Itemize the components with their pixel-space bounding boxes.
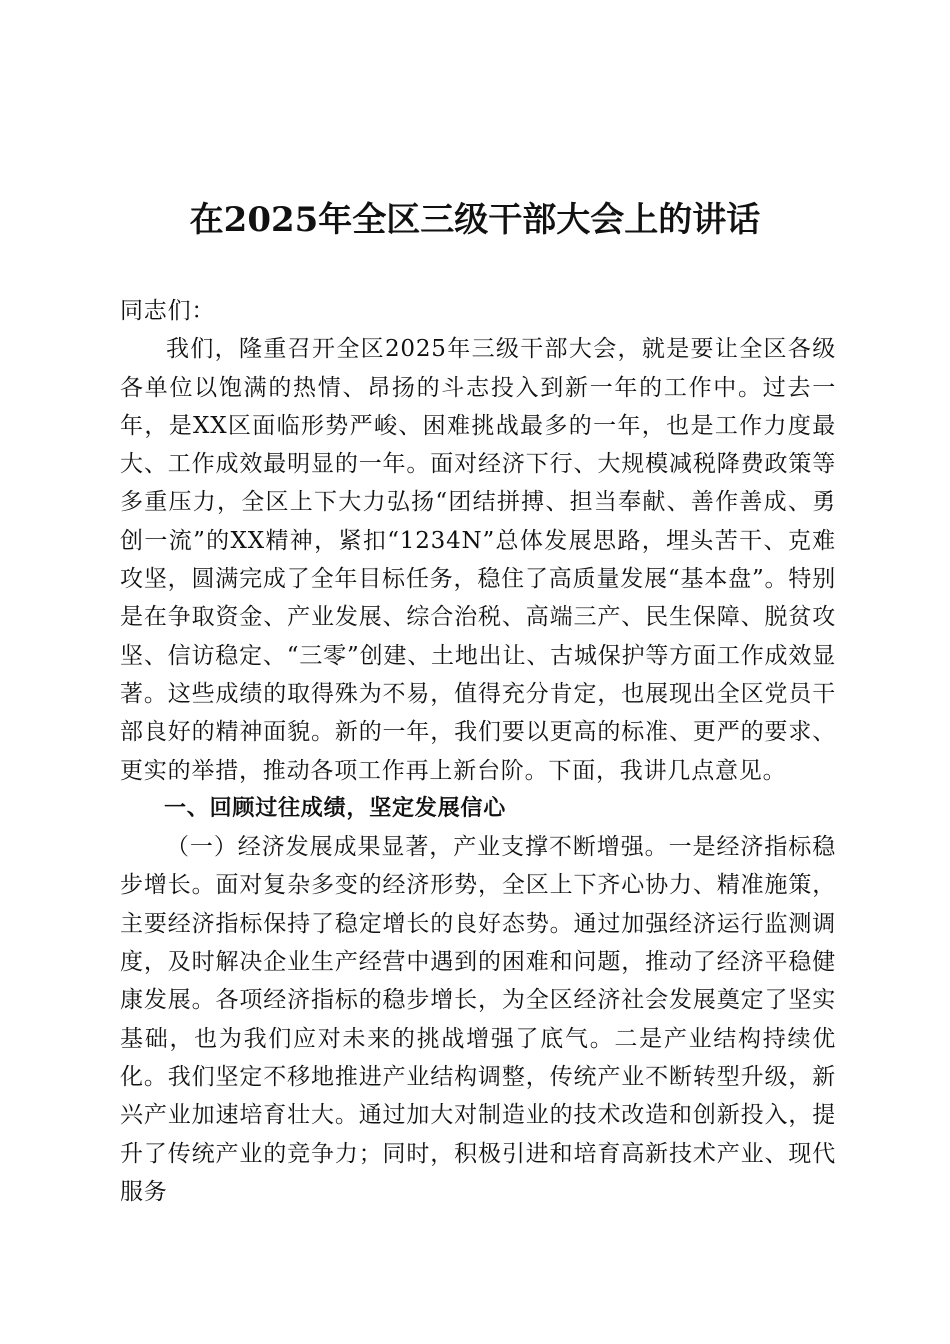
salutation: 同志们： <box>120 298 216 324</box>
subsection-heading: （一）经济发展成果显著，产业支撑不断增强。 <box>166 834 669 861</box>
intro-paragraph: 我们，隆重召开全区2025年三级干部大会，就是要让全区各级各单位以饱满的热情、昂扬的斗志投入到新一年的工作中。过去一年，是XX区面临形势严峻、困难挑战最多的一年，也是工作力度最大、工作成效最明显的一年。面对经济下行、大规模减税降费政策等多重压力，全区上下大力弘扬“团结拼搏、担当奉献、善作善成、勇创一流”的XX精神，紧扣“1234N”总体发展思路，埋头苦干、克难攻坚，圆满完成了全年目标任务，稳住了高质量发展“基本盘”。特别是在争取资金、产业发展、综合治税、高端三产、民生保障、脱贫攻坚、信访稳定、“三零”创建、土地出让、古城保护等方面工作成效显著。这些成绩的取得殊为不易，值得充分肯定，也展现出全区党员干部良好的精神面貌。新的一年，我们要以更高的标准、更严的要求、更实的举措，推动各项工作再上新台阶。下面，我讲几点意见。 <box>120 336 836 784</box>
section-heading: 一、回顾过往成绩，坚定发展信心 <box>164 795 507 821</box>
document-title: 在2025年全区三级干部大会上的讲话 <box>189 200 761 240</box>
document-body <box>120 292 836 1211</box>
subsection-paragraph <box>120 828 836 1211</box>
subsection-body: 一是经济指标稳步增长。面对复杂多变的经济形势，全区上下齐心协力、精准施策，主要经济指标保持了稳定增长的良好态势。通过加强经济运行监测调度，及时解决企业生产经营中遇到的困难和问题，推动了经济平稳健康发展。各项经济指标的稳步增长，为全区经济社会发展奠定了坚实基础，也为我们应对未来的挑战增强了底气。二是产业结构持续优化。我们坚定不移地推进产业结构调整，传统产业不断转型升级，新兴产业加速培育壮大。通过加大对制造业的技术改造和创新投入，提升了传统产业的竞争力；同时，积极引进和培育高新技术产业、现代服务 <box>120 834 836 1205</box>
